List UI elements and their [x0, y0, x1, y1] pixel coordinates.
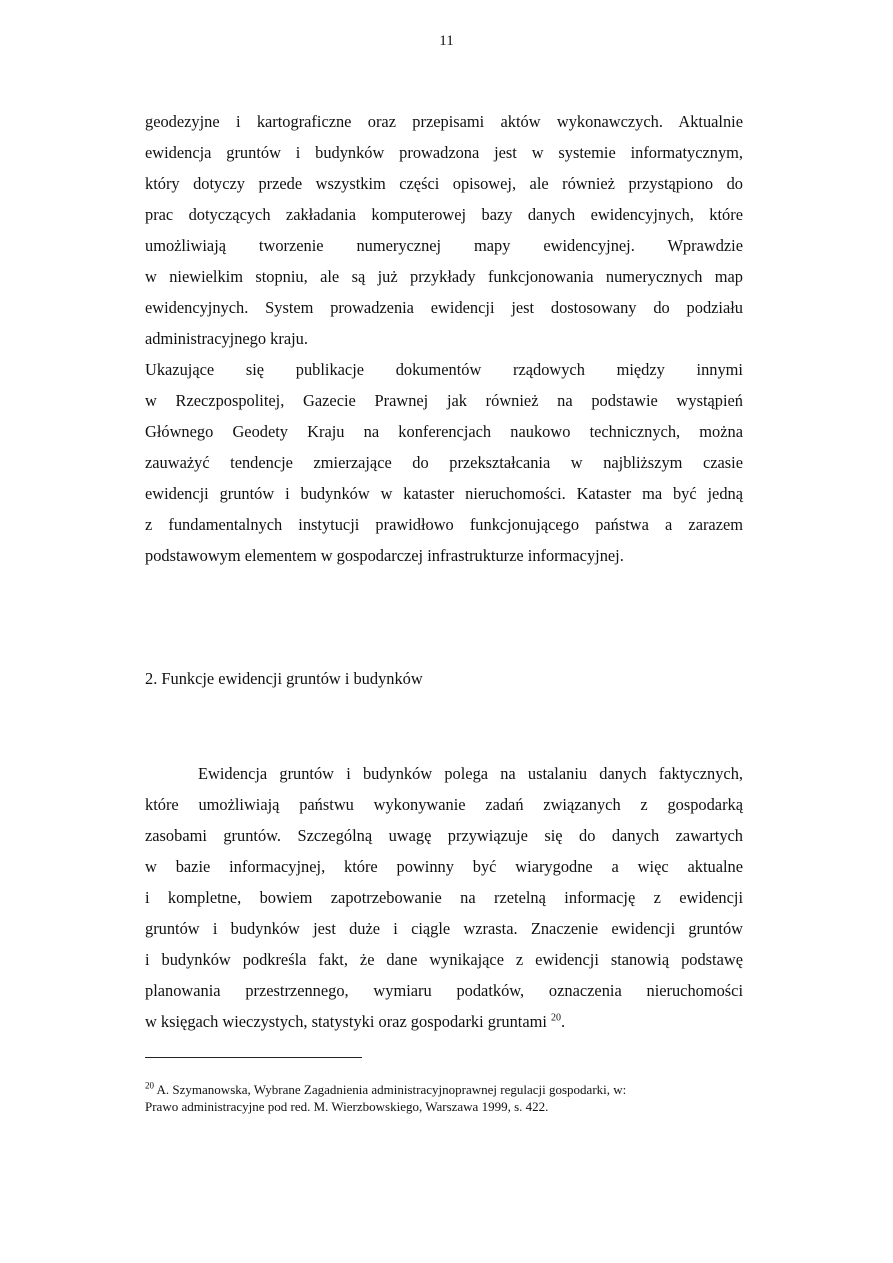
text-line: ewidencji gruntów i budynków w kataster nieruchomości. Kataster ma być jedną: [145, 484, 743, 503]
text-line: i budynków podkreśla fakt, że dane wynikające z ewidencji stanowią podstawę: [145, 950, 743, 969]
text-line: który dotyczy przede wszystkim części opisowej, ale również przystąpiono do: [145, 174, 743, 193]
text-line: ewidencja gruntów i budynków prowadzona jest w systemie informatycznym,: [145, 143, 743, 162]
text-line: gruntów i budynków jest duże i ciągle wzrasta. Znaczenie ewidencji gruntów: [145, 919, 743, 938]
text-line: Ukazujące się publikacje dokumentów rządowych między innymi: [145, 360, 743, 379]
paragraph-2: [145, 354, 743, 571]
footnote-line: [145, 1081, 725, 1098]
text-line: prac dotyczących zakładania komputerowej bazy danych ewidencyjnych, które: [145, 205, 743, 224]
footnote-line: Prawo administracyjne pod red. M. Wierzbowskiego, Warszawa 1999, s. 422.: [145, 1099, 549, 1114]
footnote-reference[interactable]: 20: [551, 1012, 562, 1024]
sentence-end: .: [561, 1012, 566, 1031]
text-line: zasobami gruntów. Szczególną uwagę przywiązuje się do danych zawartych: [145, 826, 743, 845]
footnote-number: 20: [145, 1080, 154, 1091]
text-line-last: [145, 1006, 743, 1037]
text-line: Ewidencja gruntów i budynków polega na ustalaniu danych faktycznych,: [198, 764, 743, 783]
text-line: ewidencyjnych. System prowadzenia ewidencji jest dostosowany do podziału: [145, 298, 743, 317]
text-line: z fundamentalnych instytucji prawidłowo funkcjonującego państwa a zarazem: [145, 515, 743, 534]
text-line: w niewielkim stopniu, ale są już przykłady funkcjonowania numerycznych map: [145, 267, 743, 286]
paragraph-1: [145, 106, 743, 354]
footnote-separator: [145, 1057, 362, 1058]
text-line: które umożliwiają państwu wykonywanie zadań związanych z gospodarką: [145, 795, 743, 814]
text-line: umożliwiają tworzenie numerycznej mapy ewidencyjnej. Wprawdzie: [145, 236, 743, 255]
text-line: administracyjnego kraju.: [145, 329, 308, 348]
text-line: i kompletne, bowiem zapotrzebowanie na rzetelną informację z ewidencji: [145, 888, 743, 907]
text-line: planowania przestrzennego, wymiaru podatków, oznaczenia nieruchomości: [145, 981, 743, 1000]
section-heading: 2. Funkcje ewidencji gruntów i budynków: [145, 669, 423, 688]
paragraph-3: [145, 758, 743, 1037]
text-line: Głównego Geodety Kraju na konferencjach naukowo technicznych, można: [145, 422, 743, 441]
page-number: 11: [439, 33, 454, 49]
text-line: zauważyć tendencje zmierzające do przekształcania w najbliższym czasie: [145, 453, 743, 472]
text-line: w bazie informacyjnej, które powinny być wiarygodne a więc aktualne: [145, 857, 743, 876]
text-line: w Rzeczpospolitej, Gazecie Prawnej jak również na podstawie wystąpień: [145, 391, 743, 410]
footnote-text: A. Szymanowska, Wybrane Zagadnienia administracyjnoprawnej regulacji gospodarki, w:: [154, 1082, 627, 1097]
footnote: [145, 1081, 725, 1115]
text-line: podstawowym elementem w gospodarczej infrastrukturze informacyjnej.: [145, 546, 624, 565]
text-line: geodezyjne i kartograficzne oraz przepisami aktów wykonawczych. Aktualnie: [145, 112, 743, 131]
text-segment: w księgach wieczystych, statystyki oraz gospodarki gruntami: [145, 1012, 547, 1031]
